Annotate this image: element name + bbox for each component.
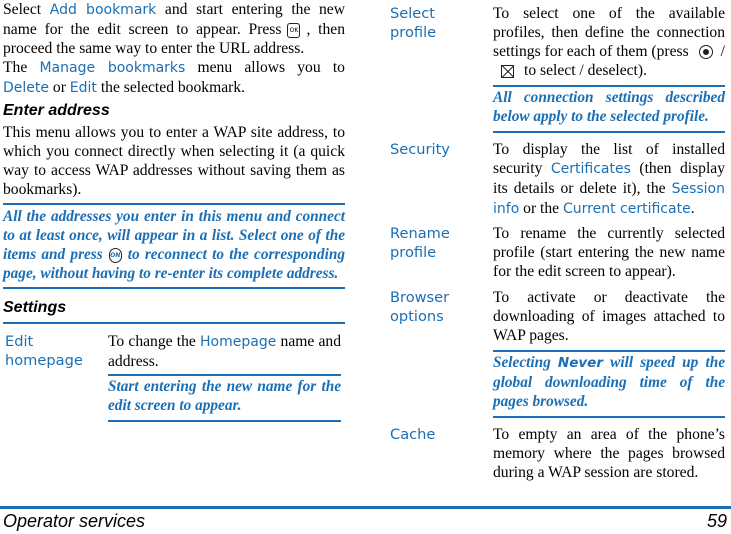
- browser-options-term: Browser options: [390, 289, 450, 325]
- text: The: [3, 59, 40, 76]
- edit-homepage-note-block: [108, 374, 341, 422]
- text: (then display its details or delete it), the: [493, 160, 725, 197]
- text: To select one of the available profiles, then define the connection settings for each of them (press: [493, 5, 725, 60]
- edit-homepage-note: Start entering the new name for the edit screen to appear.: [108, 378, 341, 414]
- text: , then proceed the same way to enter the URL address.: [3, 21, 345, 57]
- page-number: 59: [706, 511, 727, 531]
- divider: [493, 416, 725, 418]
- rename-profile-desc: To rename the currently selected profile (start entering the new name for the edit screen to appear).: [493, 225, 725, 280]
- footer-title: Operator services: [3, 511, 146, 531]
- enter-address-note: [3, 207, 345, 283]
- divider: [108, 374, 341, 376]
- text: To display the list of installed security: [493, 141, 725, 177]
- footer-rule: [0, 506, 731, 509]
- text: to reconnect to the corresponding page, without having to re-enter its complete address.: [3, 246, 345, 282]
- edit-homepage-term: Edit homepage: [5, 333, 83, 369]
- text: will speed up the global downloading time of the pages browsed.: [493, 354, 726, 410]
- security-desc: [493, 140, 725, 219]
- add-bookmark-link: Add bookmark: [49, 2, 157, 18]
- rename-profile-term: Rename profile: [390, 225, 450, 261]
- text: Select: [3, 1, 50, 18]
- text: or: [49, 79, 70, 96]
- add-bookmark-paragraph: [3, 0, 345, 58]
- text: All the addresses you enter in this menu and connect to at least once, will appear in a list. Select one of the items and press: [3, 208, 345, 263]
- edit-homepage-desc: [108, 332, 341, 371]
- enter-address-heading: Enter address: [3, 102, 110, 119]
- browser-options-desc: To activate or deactivate the downloading of images attached to WAP pages.: [493, 289, 725, 344]
- select-profile-desc: [493, 4, 725, 80]
- cache-term: Cache: [390, 426, 436, 443]
- manage-bookmarks-paragraph: [3, 58, 345, 98]
- never-link: Never: [557, 355, 603, 371]
- text: to select / deselect).: [524, 62, 647, 79]
- cache-desc: To empty an area of the phone’s memory where the pages browsed during a WAP session are stored.: [493, 426, 725, 481]
- text: Selecting: [493, 354, 558, 371]
- session-info-link: Session info: [493, 181, 725, 217]
- right-column: [388, 0, 725, 505]
- delete-link: Delete: [3, 80, 49, 96]
- select-profile-term: Select profile: [390, 5, 437, 41]
- settings-heading: Settings: [3, 299, 67, 316]
- text: or the: [519, 200, 564, 217]
- left-column: [3, 0, 345, 424]
- divider: [3, 287, 345, 289]
- deselect-key-icon: [501, 65, 514, 78]
- text: and start entering the new name for the edit screen to appear. Press: [3, 1, 345, 38]
- ok-key-icon: OK: [287, 23, 300, 38]
- text: name and address.: [108, 333, 341, 370]
- current-certificate-link: Current certificate: [563, 201, 691, 217]
- divider: [3, 203, 345, 205]
- select-profile-note-block: [493, 85, 725, 133]
- browser-options-note-block: [493, 350, 725, 418]
- text: /: [720, 43, 725, 60]
- divider: [108, 420, 341, 422]
- text: .: [690, 200, 695, 217]
- divider: [493, 131, 725, 133]
- text: menu allows you to: [185, 59, 345, 76]
- edit-homepage-row: [3, 324, 345, 424]
- security-term: Security: [390, 141, 450, 158]
- text: To change the: [108, 333, 201, 350]
- select-profile-note: All connection settings described below apply to the selected profile.: [493, 89, 725, 125]
- select-key-icon: [699, 45, 713, 59]
- certificates-link: Certificates: [550, 161, 631, 177]
- enter-address-body: This menu allows you to enter a WAP site address, to which you connect directly when selecting it (a quick way to access WAP addresses without saving them as bookmarks).: [3, 124, 345, 198]
- divider: [493, 350, 725, 352]
- text: the selected bookmark.: [96, 79, 246, 96]
- on-key-icon: ON: [109, 248, 122, 263]
- edit-link: Edit: [69, 80, 97, 96]
- browser-options-note: [493, 353, 725, 411]
- divider: [493, 85, 725, 87]
- manage-bookmarks-link: Manage bookmarks: [39, 60, 186, 76]
- homepage-link: Homepage: [200, 334, 277, 350]
